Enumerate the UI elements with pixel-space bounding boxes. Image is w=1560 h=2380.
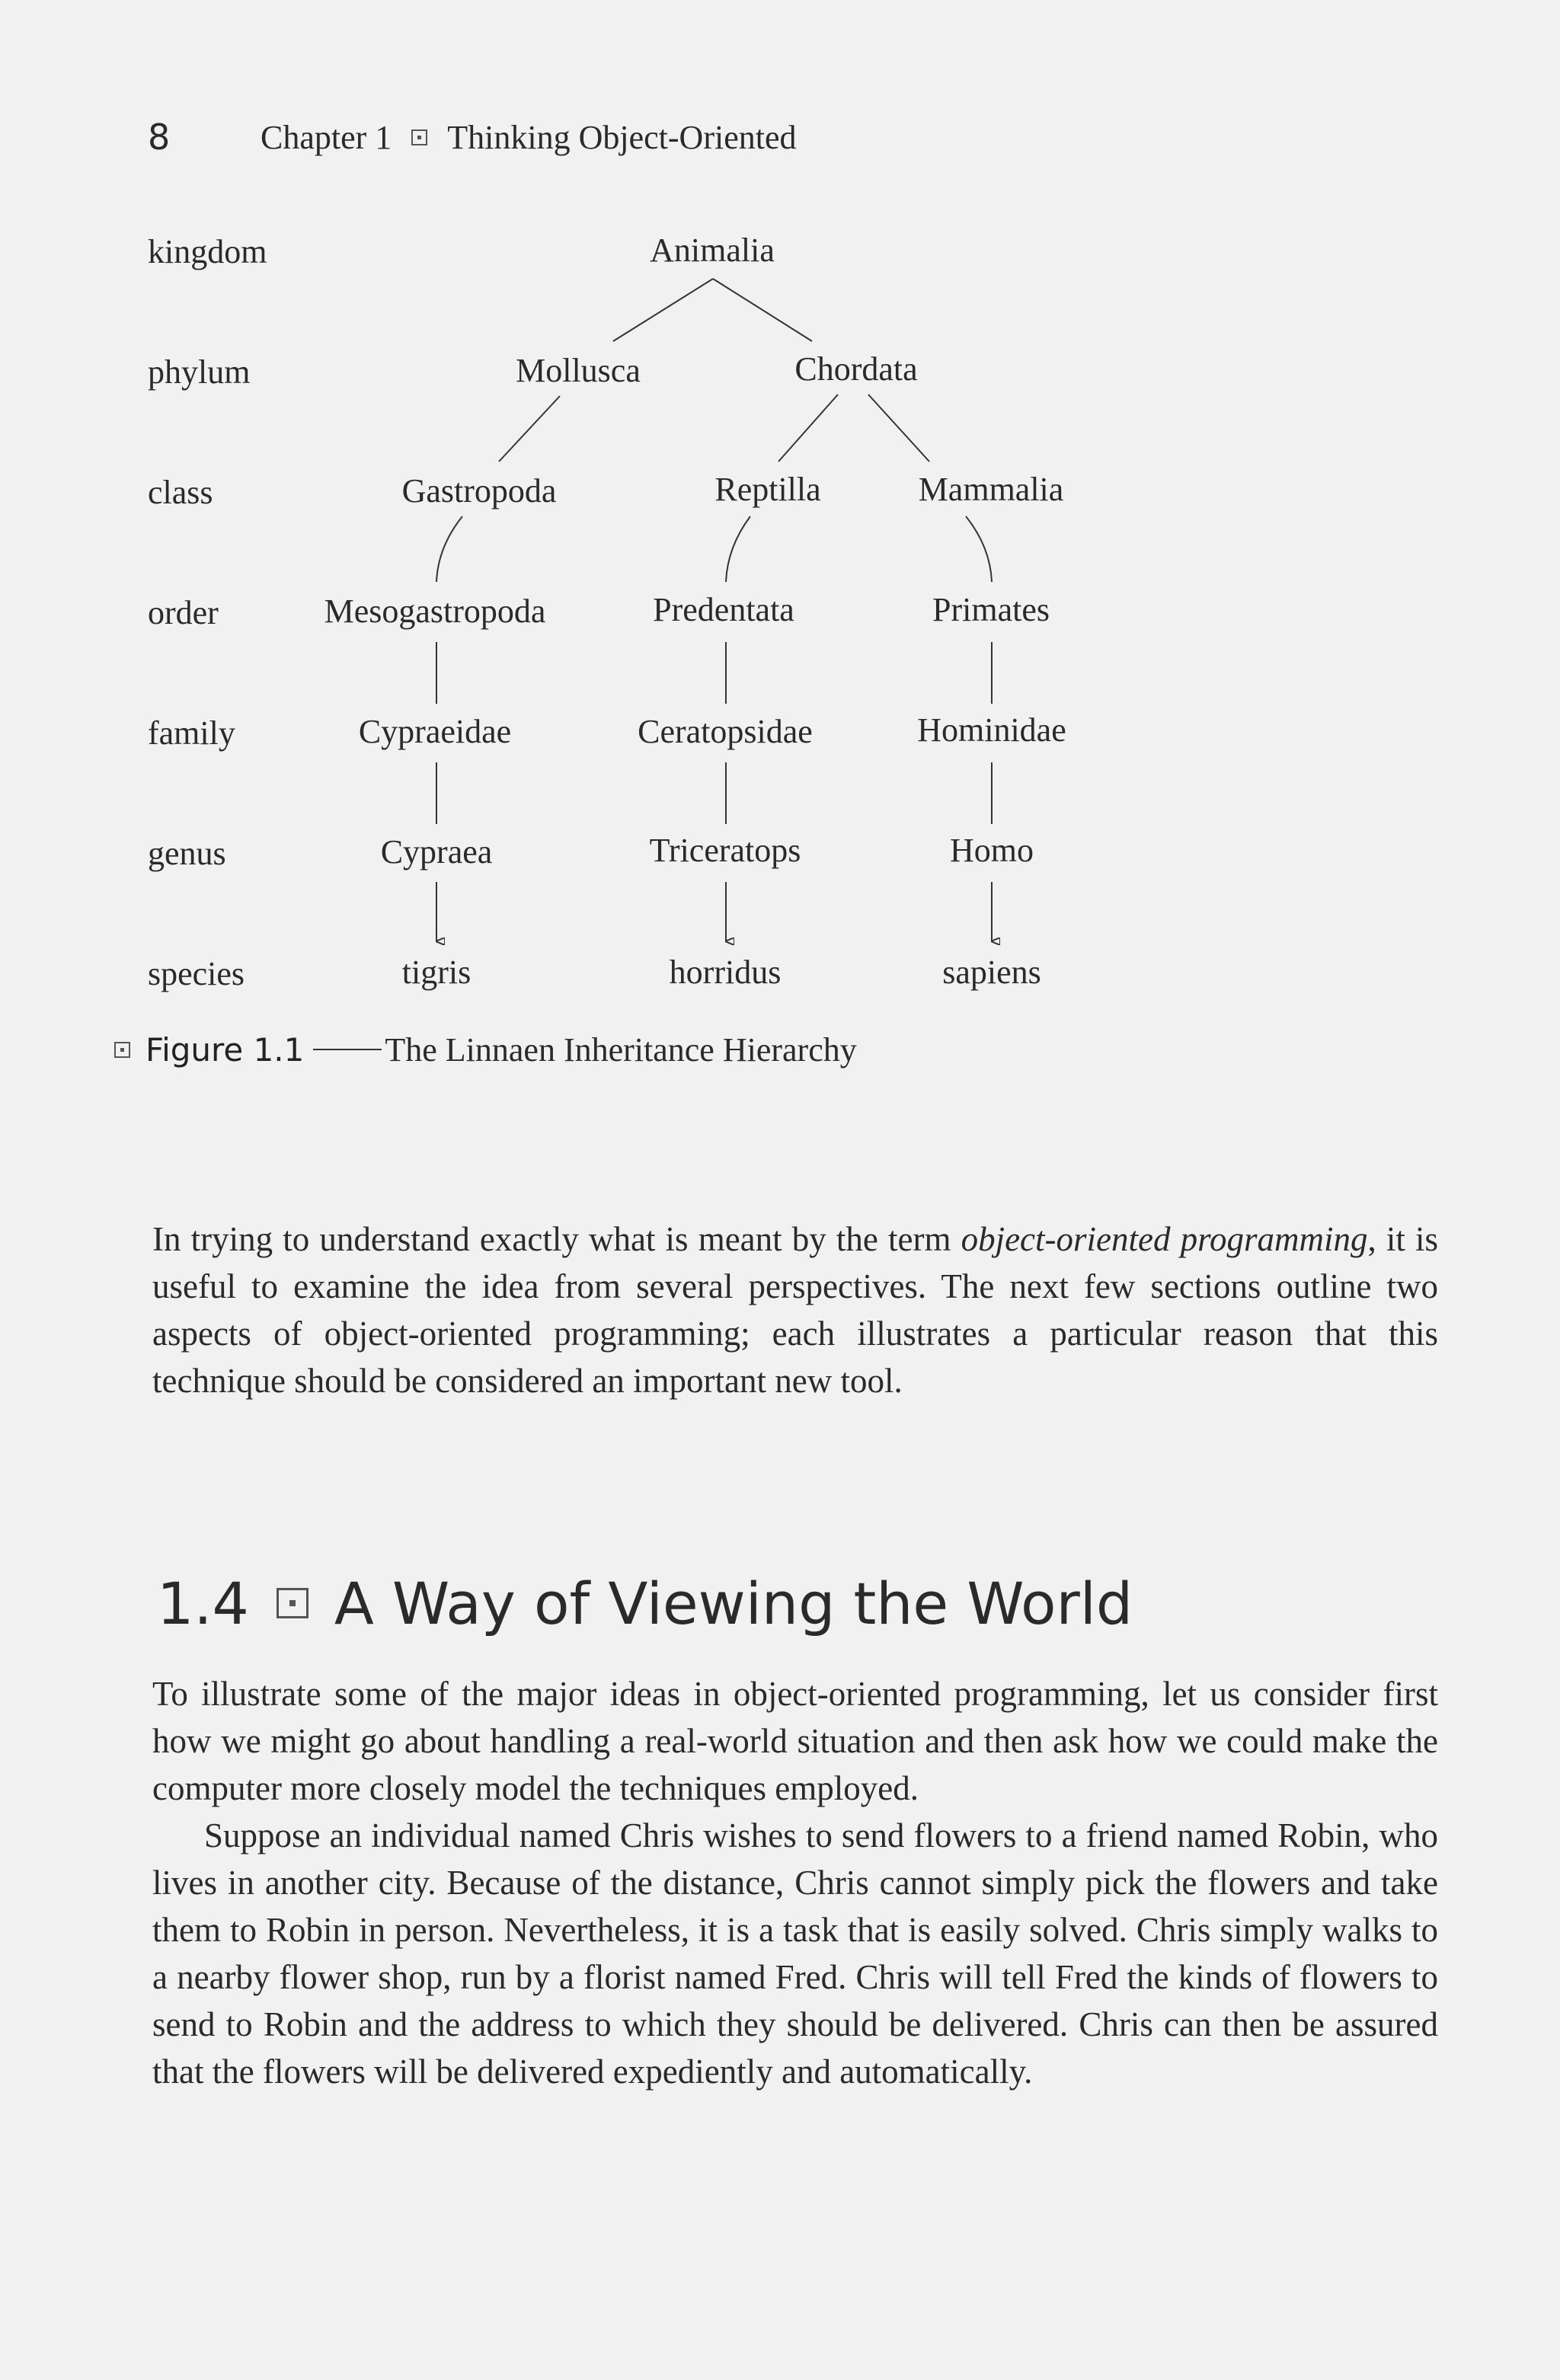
box-bullet-icon xyxy=(277,1588,308,1618)
level-label-family: family xyxy=(148,714,235,752)
taxon-tigris: tigris xyxy=(401,954,472,991)
chapter-label: Chapter 1 xyxy=(261,118,392,156)
section-title: A Way of Viewing the World xyxy=(334,1569,1133,1637)
taxon-primates: Primates xyxy=(932,591,1050,628)
taxon-mesogastropoda: Mesogastropoda xyxy=(324,593,546,630)
level-label-order: order xyxy=(148,594,219,631)
intro-paragraph xyxy=(152,1216,1438,1404)
intro-text-end: , it is useful to examine the idea from several perspectives. The next few sections outline two aspects of object-oriented programming; each illustrates a particular reason that this technique should be considered an important new tool. xyxy=(152,1220,1438,1400)
taxon-cypraeidae: Cypraeidae xyxy=(358,713,512,750)
section-heading xyxy=(157,1570,1133,1636)
caption-dash xyxy=(313,1049,382,1050)
page-number: 8 xyxy=(148,117,171,158)
taxon-sapiens: sapiens xyxy=(942,954,1041,991)
figure-label: Figure 1.1 xyxy=(145,1030,305,1069)
figure-caption xyxy=(114,1028,857,1071)
taxon-mollusca: Mollusca xyxy=(516,352,641,389)
taxon-chordata: Chordata xyxy=(794,350,918,388)
level-label-phylum: phylum xyxy=(148,353,251,391)
taxon-homo: Homo xyxy=(950,832,1034,869)
figure-title: The Linnaen Inheritance Hierarchy xyxy=(385,1030,857,1069)
edge-animalia-chordata xyxy=(713,279,812,341)
level-label-class: class xyxy=(148,474,213,511)
chapter-title: Thinking Object-Oriented xyxy=(447,118,797,156)
taxon-triceratops: Triceratops xyxy=(649,832,801,869)
taxon-gastropoda: Gastropoda xyxy=(401,472,557,510)
intro-term: object-oriented programming xyxy=(961,1220,1368,1258)
edge-reptilla-predentata xyxy=(726,516,750,582)
section-number: 1.4 xyxy=(157,1569,249,1637)
edge-chordata-reptilla xyxy=(778,395,838,462)
level-label-genus: genus xyxy=(148,835,226,872)
body-paragraph-1: To illustrate some of the major ideas in object-oriented programming, let us consider first how we might go about handling a real-world situation and then ask how we could make the computer more closely model the techniques employed. xyxy=(152,1675,1438,1807)
linnaean-hierarchy-diagram xyxy=(0,0,1560,1066)
edge-animalia-mollusca xyxy=(613,279,713,341)
edge-mollusca-gastropoda xyxy=(499,396,560,462)
edge-mammalia-primates xyxy=(966,516,992,582)
body-paragraph-2: Suppose an individual named Chris wishes to send flowers to a friend named Robin, who lives in another city. Because of the distance, Chris cannot simply pick the flowers and take them to Robin in person. Nevertheless, it is a task that is easily solved. Chris simply walks to a nearby flower shop, run by a florist named Fred. Chris will tell Fred the kinds of flowers to send to Robin and the address to which they should be delivered. Chris can then be assured that the flowers will be delivered expediently and automatically. xyxy=(152,1816,1438,2091)
taxon-horridus: horridus xyxy=(669,954,782,991)
taxon-mammalia: Mammalia xyxy=(918,471,1064,508)
taxon-predentata: Predentata xyxy=(653,591,794,628)
taxon-ceratopsidae: Ceratopsidae xyxy=(638,713,813,750)
taxon-reptilla: Reptilla xyxy=(714,471,821,508)
level-label-kingdom: kingdom xyxy=(148,233,267,270)
edge-gastropoda-mesogastropoda xyxy=(436,516,462,582)
intro-text-start: In trying to understand exactly what is meant by the term xyxy=(152,1220,961,1258)
taxon-hominidae: Hominidae xyxy=(917,711,1066,749)
level-label-species: species xyxy=(148,955,245,992)
taxon-animalia: Animalia xyxy=(650,232,775,269)
edge-chordata-mammalia xyxy=(868,395,929,462)
box-bullet-icon xyxy=(114,1042,130,1058)
taxon-cypraea: Cypraea xyxy=(380,833,493,871)
